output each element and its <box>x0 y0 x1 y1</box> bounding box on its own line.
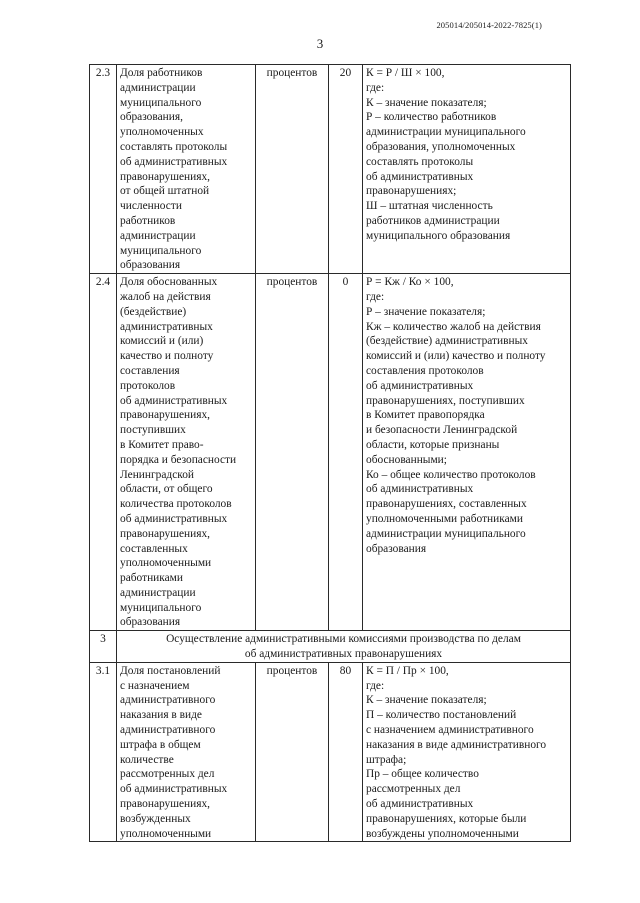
text-line: наказания в виде <box>120 709 202 722</box>
text-line: Р – значение показателя; <box>366 305 486 318</box>
text-line: правонарушениях, поступивших <box>366 394 525 407</box>
text-line: об административных <box>120 394 228 407</box>
text-line: Кж – количество жалоб на действия <box>366 320 541 333</box>
text-line: области, которые признаны <box>366 438 500 451</box>
table-row <box>90 274 571 631</box>
indicator-name <box>117 662 256 842</box>
table-row <box>90 662 571 842</box>
text-line: правонарушениях, <box>120 409 211 422</box>
text-line: Р – количество работников <box>366 111 497 124</box>
text-line: К = Р / Ш × 100, <box>366 67 445 79</box>
text-line: составлять протоколы <box>366 155 474 168</box>
text-line: об административных <box>366 379 474 392</box>
text-line: качество и полноту <box>120 350 214 363</box>
text-line: жалоб на действия <box>120 290 211 303</box>
text-line: правонарушениях, которые были <box>366 812 527 825</box>
text-line: наказания в виде административного <box>366 738 547 751</box>
unit-cell: процентов <box>256 662 329 842</box>
text-line: в Комитет правопорядка <box>366 409 485 422</box>
text-line: муниципального <box>120 244 202 257</box>
text-line: правонарушениях, <box>120 527 211 540</box>
value-cell: 80 <box>329 662 363 842</box>
text-line: образования <box>120 259 181 272</box>
text-line: об административных <box>366 170 474 183</box>
text-line: образования, уполномоченных <box>366 140 516 153</box>
text-line: уполномоченными <box>120 827 212 840</box>
text-line: с назначением <box>120 679 190 692</box>
text-line: возбуждены уполномоченными <box>366 827 519 840</box>
text-line: правонарушениях, <box>120 798 211 811</box>
text-line: уполномоченными <box>120 557 212 570</box>
indicator-name <box>117 274 256 631</box>
text-line: работников администрации <box>366 214 500 227</box>
text-line: (бездействие) административных <box>366 335 528 348</box>
text-line: обоснованными; <box>366 453 447 466</box>
row-number: 3.1 <box>90 662 117 842</box>
text-line: правонарушениях, <box>120 170 211 183</box>
unit-cell: процентов <box>256 65 329 274</box>
formula-cell <box>363 274 571 631</box>
text-line: работников <box>120 214 176 227</box>
text-line: уполномоченными работниками <box>366 512 523 525</box>
text-line: Ш – штатная численность <box>366 200 493 213</box>
text-line: где: <box>366 679 385 692</box>
text-line: административных <box>120 320 213 333</box>
text-line: администрации муниципального <box>366 527 526 540</box>
text-line: поступивших <box>120 424 186 437</box>
text-line: Ленинградской <box>120 468 195 481</box>
text-line: порядка и безопасности <box>120 453 237 466</box>
text-line: от общей штатной <box>120 185 210 198</box>
text-line: штрафа; <box>366 753 407 766</box>
indicator-name <box>117 65 256 274</box>
text-line: рассмотренных дел <box>120 768 215 781</box>
text-line: численности <box>120 200 182 213</box>
text-line: об административных правонарушениях <box>244 648 443 661</box>
text-line: штрафа в общем <box>120 738 201 751</box>
text-line: с назначением административного <box>366 724 534 737</box>
text-line: администрации <box>120 586 196 599</box>
formula-cell <box>363 65 571 274</box>
text-line: возбужденных <box>120 812 191 825</box>
text-line: Пр – общее количество <box>366 768 479 781</box>
text-line: Осуществление административными комиссиями производства по делам <box>166 633 521 646</box>
text-line: об административных <box>366 798 474 811</box>
text-line: образования, <box>120 111 183 124</box>
text-line: где: <box>366 290 385 303</box>
value-cell: 20 <box>329 65 363 274</box>
text-line: об административных <box>120 512 228 525</box>
text-line: муниципального образования <box>366 229 511 242</box>
text-line: составления протоколов <box>366 364 484 377</box>
text-line: администрации <box>120 81 196 94</box>
text-line: П – количество постановлений <box>366 709 517 722</box>
document-id: 205014/205014-2022-7825(1) <box>436 20 542 30</box>
text-line: правонарушениях; <box>366 185 457 198</box>
text-line: муниципального <box>120 96 202 109</box>
formula-cell <box>363 662 571 842</box>
text-line: правонарушениях, составленных <box>366 498 527 511</box>
text-line: муниципального <box>120 601 202 614</box>
text-line: области, от общего <box>120 483 213 496</box>
section-row <box>90 631 571 663</box>
text-line: составлять протоколы <box>120 140 228 153</box>
text-line: составленных <box>120 542 188 555</box>
text-line: администрации муниципального <box>366 126 526 139</box>
text-line: составления <box>120 364 180 377</box>
text-line: образования <box>366 542 427 555</box>
row-number: 2.3 <box>90 65 117 274</box>
text-line: протоколов <box>120 379 176 392</box>
text-line: (бездействие) <box>120 305 187 318</box>
text-line: администрации <box>120 229 196 242</box>
text-line: К = П / Пр × 100, <box>366 664 449 677</box>
page-number: 3 <box>316 36 324 51</box>
text-line: комиссий и (или) <box>120 335 204 348</box>
text-line: количестве <box>120 753 174 766</box>
text-line: образования <box>120 616 181 629</box>
text-line: и безопасности Ленинградской <box>366 424 518 437</box>
text-line: количества протоколов <box>120 498 232 511</box>
text-line: работниками <box>120 572 183 585</box>
unit-cell: процентов <box>256 274 329 631</box>
section-number: 3 <box>90 631 117 663</box>
text-line: К – значение показателя; <box>366 694 487 707</box>
indicators-table <box>89 64 571 842</box>
text-line: комиссий и (или) качество и полноту <box>366 350 546 363</box>
text-line: об административных <box>366 483 474 496</box>
text-line: Доля работников <box>120 67 203 79</box>
row-number: 2.4 <box>90 274 117 631</box>
text-line: административного <box>120 694 216 707</box>
text-line: Доля обоснованных <box>120 276 218 289</box>
text-line: Доля постановлений <box>120 664 221 677</box>
text-line: Р = Кж / Ко × 100, <box>366 276 454 289</box>
text-line: где: <box>366 81 385 94</box>
section-title <box>117 631 571 663</box>
text-line: рассмотренных дел <box>366 783 461 796</box>
text-line: уполномоченных <box>120 126 204 139</box>
text-line: об административных <box>120 783 228 796</box>
text-line: Ко – общее количество протоколов <box>366 468 536 481</box>
text-line: в Комитет право- <box>120 438 204 451</box>
value-cell: 0 <box>329 274 363 631</box>
text-line: административного <box>120 724 216 737</box>
text-line: об административных <box>120 155 228 168</box>
text-line: К – значение показателя; <box>366 96 487 109</box>
table-row <box>90 65 571 274</box>
